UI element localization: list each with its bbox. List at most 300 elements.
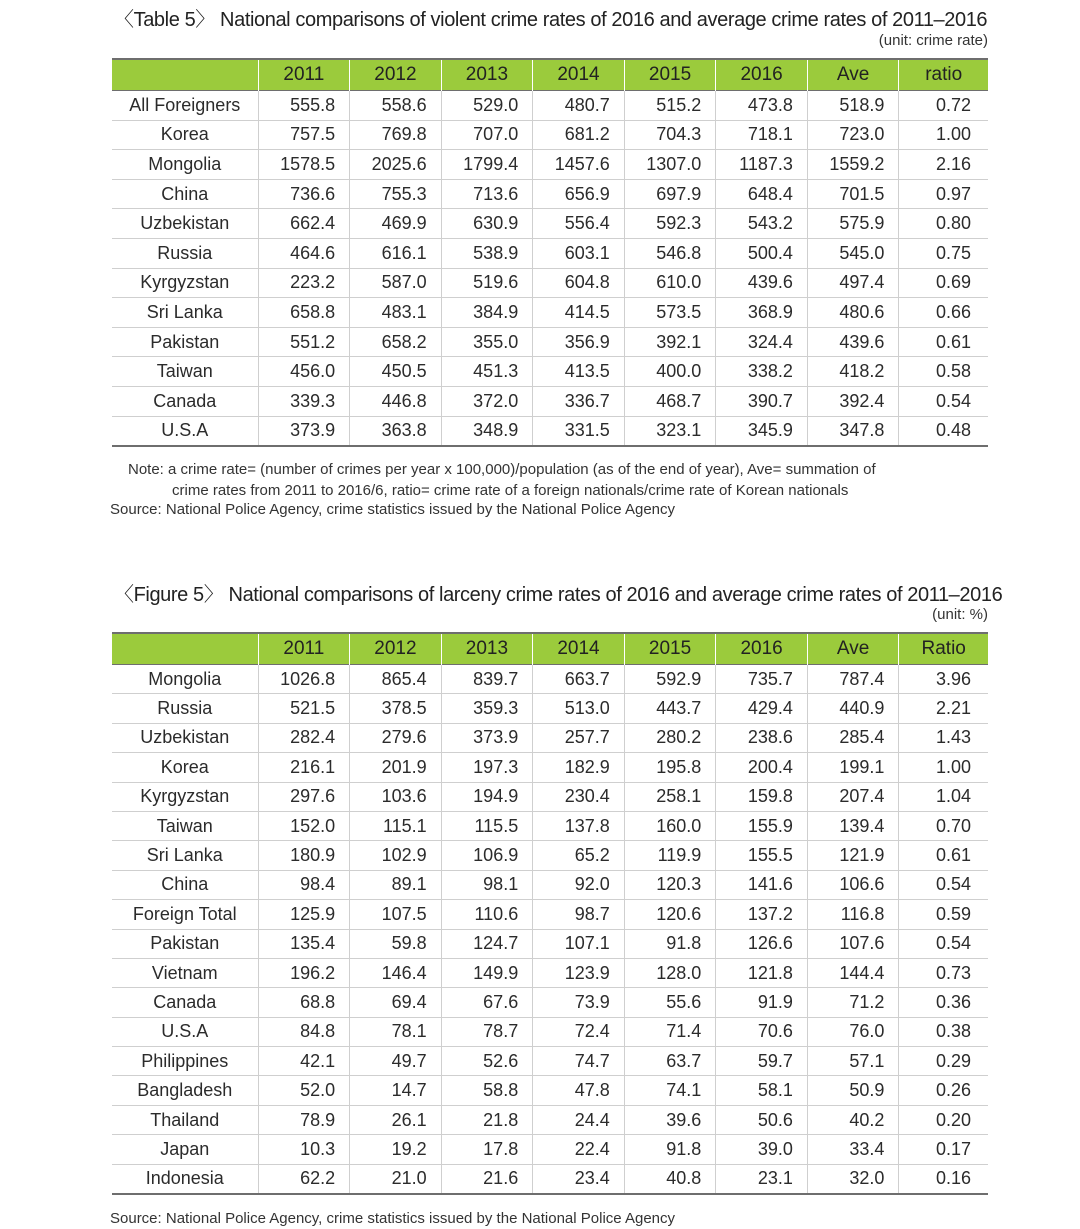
row-label: Uzbekistan (112, 209, 258, 239)
table-cell: 1026.8 (258, 665, 350, 694)
table-row (112, 753, 988, 782)
table-cell: 141.6 (716, 870, 808, 899)
table-cell: 207.4 (807, 782, 899, 811)
table-cell: 658.8 (258, 298, 350, 328)
table-cell: 545.0 (807, 238, 899, 268)
table1-unit: (unit: crime rate) (878, 32, 988, 49)
table-cell: 58.1 (716, 1076, 808, 1105)
table-cell: 439.6 (807, 327, 899, 357)
table-cell: 521.5 (258, 694, 350, 723)
table-cell: 604.8 (533, 268, 625, 298)
table-cell: 195.8 (624, 753, 716, 782)
table-row (112, 386, 988, 416)
table-row (112, 1135, 988, 1164)
table-cell: 121.8 (716, 958, 808, 987)
table-cell: 72.4 (533, 1017, 625, 1046)
table-row (112, 327, 988, 357)
table-cell: 73.9 (533, 988, 625, 1017)
table-cell: 149.9 (441, 958, 533, 987)
table-cell: 120.6 (624, 900, 716, 929)
table-row (112, 357, 988, 387)
table-cell: 456.0 (258, 357, 350, 387)
header-blank (112, 633, 258, 665)
table-cell: 78.1 (350, 1017, 442, 1046)
table-cell: 257.7 (533, 723, 625, 752)
table-row (112, 298, 988, 328)
row-label: China (112, 870, 258, 899)
table-cell: 0.80 (899, 209, 988, 239)
table-cell: 128.0 (624, 958, 716, 987)
table-cell: 216.1 (258, 753, 350, 782)
table-cell: 17.8 (441, 1135, 533, 1164)
table-cell: 76.0 (807, 1017, 899, 1046)
table-cell: 373.9 (258, 416, 350, 446)
table-cell: 736.6 (258, 179, 350, 209)
column-header: 2016 (716, 59, 808, 91)
row-label: Korea (112, 753, 258, 782)
table-cell: 356.9 (533, 327, 625, 357)
table-cell: 518.9 (807, 91, 899, 121)
table-cell: 1457.6 (533, 150, 625, 180)
row-label: Kyrgyzstan (112, 782, 258, 811)
row-label: Thailand (112, 1105, 258, 1134)
table-cell: 40.8 (624, 1164, 716, 1194)
table-cell: 52.0 (258, 1076, 350, 1105)
header-blank (112, 59, 258, 91)
table-cell: 124.7 (441, 929, 533, 958)
table-cell: 197.3 (441, 753, 533, 782)
row-label: Taiwan (112, 357, 258, 387)
table-cell: 1307.0 (624, 150, 716, 180)
table-cell: 71.2 (807, 988, 899, 1017)
table2-unit: (unit: %) (932, 606, 988, 623)
row-label: Korea (112, 120, 258, 150)
table-cell: 0.70 (899, 811, 988, 840)
table-cell: 551.2 (258, 327, 350, 357)
table-row (112, 1105, 988, 1134)
table-row (112, 1076, 988, 1105)
table-cell: 135.4 (258, 929, 350, 958)
table-cell: 144.4 (807, 958, 899, 987)
table-cell: 146.4 (350, 958, 442, 987)
column-header: ratio (899, 59, 988, 91)
table-cell: 180.9 (258, 841, 350, 870)
table-cell: 67.6 (441, 988, 533, 1017)
row-label: Russia (112, 694, 258, 723)
row-label: U.S.A (112, 1017, 258, 1046)
table1-note-line2: crime rates from 2011 to 2016/6, ratio= crime rate of a foreign nationals/crime rate of Korean nationals (172, 482, 849, 499)
table-cell: 63.7 (624, 1047, 716, 1076)
table-cell: 378.5 (350, 694, 442, 723)
table-cell: 78.9 (258, 1105, 350, 1134)
table-cell: 324.4 (716, 327, 808, 357)
column-header: Ave (807, 633, 899, 665)
table-cell: 91.9 (716, 988, 808, 1017)
table-cell: 0.16 (899, 1164, 988, 1194)
table-cell: 592.9 (624, 665, 716, 694)
row-label: Foreign Total (112, 900, 258, 929)
table-cell: 558.6 (350, 91, 442, 121)
table-cell: 500.4 (716, 238, 808, 268)
table-cell: 681.2 (533, 120, 625, 150)
table-row (112, 958, 988, 987)
table-cell: 258.1 (624, 782, 716, 811)
table-row (112, 723, 988, 752)
table-cell: 152.0 (258, 811, 350, 840)
table-cell: 98.7 (533, 900, 625, 929)
table-cell: 0.61 (899, 841, 988, 870)
table-row (112, 1164, 988, 1194)
table-cell: 616.1 (350, 238, 442, 268)
table-cell: 199.1 (807, 753, 899, 782)
table-cell: 400.0 (624, 357, 716, 387)
table-cell: 865.4 (350, 665, 442, 694)
table-cell: 26.1 (350, 1105, 442, 1134)
row-label: Taiwan (112, 811, 258, 840)
table2-header-row (112, 633, 988, 665)
table-cell: 0.54 (899, 929, 988, 958)
table-row (112, 694, 988, 723)
table-cell: 787.4 (807, 665, 899, 694)
table-cell: 91.8 (624, 1135, 716, 1164)
table-cell: 52.6 (441, 1047, 533, 1076)
table-cell: 2.21 (899, 694, 988, 723)
table-cell: 120.3 (624, 870, 716, 899)
table-cell: 59.7 (716, 1047, 808, 1076)
table-cell: 368.9 (716, 298, 808, 328)
table-cell: 718.1 (716, 120, 808, 150)
table-row (112, 1017, 988, 1046)
table-cell: 697.9 (624, 179, 716, 209)
column-header: 2012 (350, 59, 442, 91)
table-cell: 196.2 (258, 958, 350, 987)
table-cell: 50.9 (807, 1076, 899, 1105)
table-cell: 480.7 (533, 91, 625, 121)
row-label: Indonesia (112, 1164, 258, 1194)
table-cell: 556.4 (533, 209, 625, 239)
table-cell: 139.4 (807, 811, 899, 840)
table-cell: 723.0 (807, 120, 899, 150)
table-cell: 464.6 (258, 238, 350, 268)
table-cell: 546.8 (624, 238, 716, 268)
table-cell: 450.5 (350, 357, 442, 387)
table-cell: 14.7 (350, 1076, 442, 1105)
table1-header-row (112, 59, 988, 91)
table-cell: 0.36 (899, 988, 988, 1017)
table1-note (128, 459, 988, 501)
table-cell: 513.0 (533, 694, 625, 723)
table-cell: 0.26 (899, 1076, 988, 1105)
row-label: Canada (112, 386, 258, 416)
table-cell: 336.7 (533, 386, 625, 416)
table-cell: 107.5 (350, 900, 442, 929)
table-cell: 662.4 (258, 209, 350, 239)
table-cell: 755.3 (350, 179, 442, 209)
table-cell: 92.0 (533, 870, 625, 899)
table-cell: 103.6 (350, 782, 442, 811)
table-row (112, 988, 988, 1017)
table-cell: 392.4 (807, 386, 899, 416)
table-cell: 42.1 (258, 1047, 350, 1076)
table-cell: 2025.6 (350, 150, 442, 180)
table-row (112, 416, 988, 446)
table-cell: 704.3 (624, 120, 716, 150)
violent-crime-table (112, 58, 988, 447)
table-cell: 98.4 (258, 870, 350, 899)
table-cell: 70.6 (716, 1017, 808, 1046)
table-cell: 446.8 (350, 386, 442, 416)
table-cell: 707.0 (441, 120, 533, 150)
table-cell: 480.6 (807, 298, 899, 328)
table-cell: 33.4 (807, 1135, 899, 1164)
table-cell: 468.7 (624, 386, 716, 416)
table-cell: 0.59 (899, 900, 988, 929)
table-cell: 39.6 (624, 1105, 716, 1134)
table-cell: 1578.5 (258, 150, 350, 180)
table-cell: 40.2 (807, 1105, 899, 1134)
table-row (112, 870, 988, 899)
table-cell: 663.7 (533, 665, 625, 694)
table-cell: 23.1 (716, 1164, 808, 1194)
table-cell: 21.0 (350, 1164, 442, 1194)
table-cell: 392.1 (624, 327, 716, 357)
table-cell: 429.4 (716, 694, 808, 723)
table-cell: 359.3 (441, 694, 533, 723)
table-row (112, 150, 988, 180)
table-cell: 155.9 (716, 811, 808, 840)
table-cell: 65.2 (533, 841, 625, 870)
table-cell: 648.4 (716, 179, 808, 209)
table-cell: 200.4 (716, 753, 808, 782)
table-cell: 115.5 (441, 811, 533, 840)
table-cell: 182.9 (533, 753, 625, 782)
table-row (112, 1047, 988, 1076)
table-cell: 390.7 (716, 386, 808, 416)
table-cell: 769.8 (350, 120, 442, 150)
table-cell: 0.38 (899, 1017, 988, 1046)
column-header: 2015 (624, 633, 716, 665)
table-cell: 0.20 (899, 1105, 988, 1134)
table-cell: 0.66 (899, 298, 988, 328)
table-cell: 98.1 (441, 870, 533, 899)
column-header: 2012 (350, 633, 442, 665)
table-cell: 55.6 (624, 988, 716, 1017)
table-cell: 331.5 (533, 416, 625, 446)
table-cell: 515.2 (624, 91, 716, 121)
table-cell: 62.2 (258, 1164, 350, 1194)
table-cell: 279.6 (350, 723, 442, 752)
column-header: Ave (807, 59, 899, 91)
table-cell: 110.6 (441, 900, 533, 929)
table-cell: 159.8 (716, 782, 808, 811)
table-cell: 1559.2 (807, 150, 899, 180)
table-cell: 414.5 (533, 298, 625, 328)
table-cell: 1799.4 (441, 150, 533, 180)
table-cell: 587.0 (350, 268, 442, 298)
table-cell: 735.7 (716, 665, 808, 694)
table-cell: 107.6 (807, 929, 899, 958)
table-cell: 1.04 (899, 782, 988, 811)
table2-title: 〈Figure 5〉 National comparisons of larceny crime rates of 2016 and average crime rates of 2011–2016 (114, 584, 1003, 606)
column-header: 2016 (716, 633, 808, 665)
column-header: 2011 (258, 633, 350, 665)
table-cell: 32.0 (807, 1164, 899, 1194)
table-row (112, 841, 988, 870)
table1-title: 〈Table 5〉 National comparisons of violent crime rates of 2016 and average crime rates of 2011–2016 (114, 9, 988, 31)
table-row (112, 268, 988, 298)
table-cell: 363.8 (350, 416, 442, 446)
row-label: Uzbekistan (112, 723, 258, 752)
table-cell: 713.6 (441, 179, 533, 209)
table-cell: 23.4 (533, 1164, 625, 1194)
table-cell: 24.4 (533, 1105, 625, 1134)
table-cell: 223.2 (258, 268, 350, 298)
table-cell: 0.29 (899, 1047, 988, 1076)
table-cell: 116.8 (807, 900, 899, 929)
table-cell: 839.7 (441, 665, 533, 694)
table-cell: 573.5 (624, 298, 716, 328)
table-cell: 0.17 (899, 1135, 988, 1164)
column-header: 2011 (258, 59, 350, 91)
table-cell: 91.8 (624, 929, 716, 958)
column-header: 2013 (441, 59, 533, 91)
table-cell: 0.75 (899, 238, 988, 268)
table-cell: 630.9 (441, 209, 533, 239)
table-cell: 69.4 (350, 988, 442, 1017)
table-cell: 323.1 (624, 416, 716, 446)
table-cell: 107.1 (533, 929, 625, 958)
table-cell: 106.6 (807, 870, 899, 899)
table-cell: 0.54 (899, 870, 988, 899)
table-cell: 238.6 (716, 723, 808, 752)
table-row (112, 120, 988, 150)
table-cell: 538.9 (441, 238, 533, 268)
row-label: Sri Lanka (112, 841, 258, 870)
table-cell: 0.97 (899, 179, 988, 209)
table-cell: 102.9 (350, 841, 442, 870)
row-label: Canada (112, 988, 258, 1017)
table1-note-line1: Note: a crime rate= (number of crimes per year x 100,000)/population (as of the end of year), Ave= summation of (128, 461, 876, 478)
table-cell: 338.2 (716, 357, 808, 387)
table-cell: 610.0 (624, 268, 716, 298)
table-cell: 339.3 (258, 386, 350, 416)
table-row (112, 665, 988, 694)
table-row (112, 782, 988, 811)
table-cell: 355.0 (441, 327, 533, 357)
table-cell: 348.9 (441, 416, 533, 446)
table-cell: 47.8 (533, 1076, 625, 1105)
column-header: 2013 (441, 633, 533, 665)
table-cell: 555.8 (258, 91, 350, 121)
table-cell: 297.6 (258, 782, 350, 811)
column-header: Ratio (899, 633, 988, 665)
table-cell: 347.8 (807, 416, 899, 446)
table-cell: 757.5 (258, 120, 350, 150)
table-cell: 123.9 (533, 958, 625, 987)
row-label: China (112, 179, 258, 209)
row-label: Bangladesh (112, 1076, 258, 1105)
table-cell: 89.1 (350, 870, 442, 899)
row-label: Pakistan (112, 327, 258, 357)
table-cell: 58.8 (441, 1076, 533, 1105)
table-cell: 0.61 (899, 327, 988, 357)
table-cell: 345.9 (716, 416, 808, 446)
row-label: Mongolia (112, 665, 258, 694)
table-cell: 119.9 (624, 841, 716, 870)
table-cell: 22.4 (533, 1135, 625, 1164)
column-header: 2014 (533, 59, 625, 91)
row-label: Pakistan (112, 929, 258, 958)
table-cell: 126.6 (716, 929, 808, 958)
table-cell: 701.5 (807, 179, 899, 209)
table-cell: 19.2 (350, 1135, 442, 1164)
column-header: 2015 (624, 59, 716, 91)
table-cell: 49.7 (350, 1047, 442, 1076)
table-cell: 59.8 (350, 929, 442, 958)
table-cell: 656.9 (533, 179, 625, 209)
row-label: Sri Lanka (112, 298, 258, 328)
table-cell: 372.0 (441, 386, 533, 416)
table-row (112, 811, 988, 840)
row-label: Kyrgyzstan (112, 268, 258, 298)
table-cell: 519.6 (441, 268, 533, 298)
row-label: Vietnam (112, 958, 258, 987)
table-cell: 115.1 (350, 811, 442, 840)
table-cell: 473.8 (716, 91, 808, 121)
table-cell: 1187.3 (716, 150, 808, 180)
table-row (112, 91, 988, 121)
table-cell: 160.0 (624, 811, 716, 840)
table-cell: 384.9 (441, 298, 533, 328)
table-cell: 57.1 (807, 1047, 899, 1076)
table-cell: 658.2 (350, 327, 442, 357)
table-cell: 440.9 (807, 694, 899, 723)
table-cell: 543.2 (716, 209, 808, 239)
table1-source: Source: National Police Agency, crime statistics issued by the National Police Agency (110, 501, 676, 518)
table-cell: 529.0 (441, 91, 533, 121)
table-cell: 418.2 (807, 357, 899, 387)
table-cell: 603.1 (533, 238, 625, 268)
table-cell: 282.4 (258, 723, 350, 752)
table-cell: 0.69 (899, 268, 988, 298)
table-cell: 71.4 (624, 1017, 716, 1046)
table-cell: 285.4 (807, 723, 899, 752)
table-row (112, 238, 988, 268)
table-cell: 373.9 (441, 723, 533, 752)
table-cell: 0.73 (899, 958, 988, 987)
table-cell: 497.4 (807, 268, 899, 298)
row-label: U.S.A (112, 416, 258, 446)
table-cell: 74.7 (533, 1047, 625, 1076)
table-cell: 413.5 (533, 357, 625, 387)
row-label: Russia (112, 238, 258, 268)
table-cell: 3.96 (899, 665, 988, 694)
table-cell: 10.3 (258, 1135, 350, 1164)
table-row (112, 209, 988, 239)
table-cell: 121.9 (807, 841, 899, 870)
row-label: All Foreigners (112, 91, 258, 121)
table-row (112, 900, 988, 929)
table-cell: 2.16 (899, 150, 988, 180)
table-cell: 0.72 (899, 91, 988, 121)
table-row (112, 929, 988, 958)
table-cell: 68.8 (258, 988, 350, 1017)
table-row (112, 179, 988, 209)
larceny-crime-table (112, 632, 988, 1195)
table-cell: 125.9 (258, 900, 350, 929)
table-cell: 483.1 (350, 298, 442, 328)
table-cell: 21.8 (441, 1105, 533, 1134)
